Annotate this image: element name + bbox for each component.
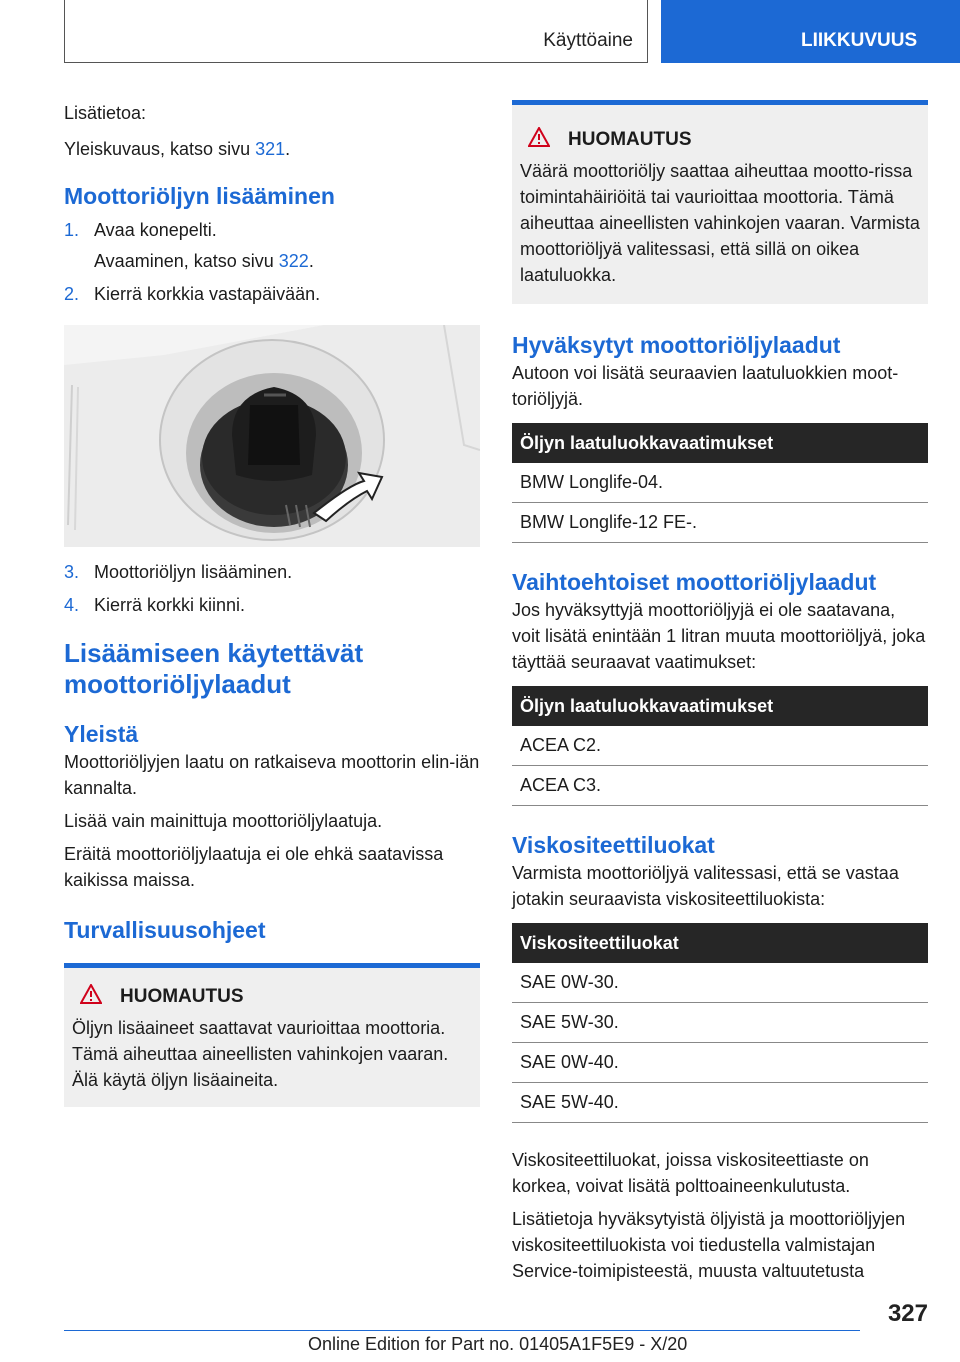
footer-divider: [64, 1330, 860, 1331]
info-label: Lisätietoa:: [64, 103, 147, 123]
table-row: SAE 0W-30.: [512, 963, 928, 1003]
table-row: SAE 5W-30.: [512, 1003, 928, 1043]
step-number: 3.: [64, 562, 80, 582]
viscosity-note-1: Viskositeettiluokat, joissa viskositeettiaste on korkea, voivat lisätä polttoaineenkulutusta.: [512, 1150, 869, 1196]
grades-heading: Lisäämiseen käytettävät moottoriöljylaadut: [64, 638, 364, 699]
step-number: 1.: [64, 220, 80, 240]
header-chapter-box: [661, 0, 960, 63]
approved-text: Autoon voi lisätä seuraavien laatuluokkien moot-toriöljyjä.: [512, 363, 899, 409]
right-column: [512, 100, 928, 1284]
alternative-heading: Vaihtoehtoiset moottoriöljylaadut: [512, 569, 877, 595]
table-row: ACEA C2.: [512, 726, 928, 766]
alternative-text: Jos hyväksyttyjä moottoriöljyjä ei ole saatavana, voit lisätä enintään 1 litran muuta moottoriöljyä, joka täyttää seuraavat vaatimukset:: [512, 600, 926, 672]
step-number: 4.: [64, 595, 80, 615]
general-heading: Yleistä: [64, 721, 139, 747]
warning-triangle-icon: [80, 984, 102, 1009]
warning-title-row: [80, 984, 472, 1009]
alternative-table: [512, 686, 928, 806]
step-1-sub: Avaaminen, katso sivu 322.: [94, 251, 314, 271]
warning-box: [64, 963, 480, 1107]
general-paragraph-2: Lisää vain mainittuja moottoriöljylaatuja.: [64, 811, 383, 831]
approved-table: [512, 423, 928, 543]
table-row: ACEA C3.: [512, 766, 928, 806]
warning-title: HUOMAUTUS: [568, 128, 692, 150]
oil-cap-illustration: [64, 325, 480, 547]
header-section-box: [64, 0, 648, 63]
table-row: BMW Longlife-04.: [512, 463, 928, 503]
table-header: Viskositeettiluokat: [512, 923, 928, 963]
general-paragraph-1: Moottoriöljyjen laatu on ratkaiseva moottorin elin-iän kannalta.: [64, 752, 480, 798]
step-2: [64, 281, 480, 307]
viscosity-text: Varmista moottoriöljyä valitessasi, että se vastaa jotakin seuraavista viskositeettiluokista:: [512, 863, 899, 909]
page-link-322[interactable]: 322: [278, 251, 309, 271]
header-chapter-title: LIIKKUVUUS: [801, 30, 918, 51]
warning-title-row: [528, 127, 920, 152]
approved-heading: Hyväksytyt moottoriöljylaadut: [512, 332, 841, 358]
adding-heading: Moottoriöljyn lisääminen: [64, 183, 335, 209]
step-number: 2.: [64, 284, 80, 304]
viscosity-heading: Viskositeettiluokat: [512, 832, 715, 858]
general-paragraph-3: Eräitä moottoriöljylaatuja ei ole ehkä saatavissa kaikissa maissa.: [64, 844, 444, 890]
table-header: Öljyn laatuluokkavaatimukset: [512, 686, 928, 726]
viscosity-table: [512, 923, 928, 1123]
step-text: Kierrä korkki kiinni.: [94, 595, 246, 615]
footer-edition: Online Edition for Part no. 01405A1F5E9 - X/20: [308, 1334, 688, 1354]
page-number: 327: [887, 1300, 928, 1327]
overview-reference: Yleiskuvaus, katso sivu 321.: [64, 139, 291, 159]
left-column: [64, 100, 480, 1107]
step-4: [64, 592, 480, 618]
viscosity-note-2: Lisätietoja hyväksytyistä öljyistä ja moottoriöljyjen viskositeettiluokista voi tiedustella valmistajan Service-toimipisteestä, muusta valtuutetusta: [512, 1209, 906, 1281]
table-header: Öljyn laatuluokkavaatimukset: [512, 423, 928, 463]
page-link-321[interactable]: 321: [255, 139, 286, 159]
table-row: SAE 5W-40.: [512, 1083, 928, 1123]
warning-text: Öljyn lisäaineet saattavat vaurioittaa moottoria. Tämä aiheuttaa aineellisten vahinkojen vaaran. Älä käytä öljyn lisäaineita.: [72, 1018, 449, 1090]
table-row: BMW Longlife-12 FE-.: [512, 503, 928, 543]
step-3: [64, 559, 480, 585]
safety-heading: Turvallisuusohjeet: [64, 917, 266, 943]
table-row: SAE 0W-40.: [512, 1043, 928, 1083]
step-text: Kierrä korkkia vastapäivään.: [94, 284, 321, 304]
step-text: Moottoriöljyn lisääminen.: [94, 562, 293, 582]
warning-box: [512, 100, 928, 304]
warning-title: HUOMAUTUS: [120, 985, 244, 1007]
step-1: [64, 217, 480, 243]
header-section-title: Käyttöaine: [543, 30, 633, 51]
step-text: Avaa konepelti.: [94, 220, 217, 240]
warning-text: Väärä moottoriöljy saattaa aiheuttaa mootto-rissa toimintahäiriöitä tai vaurioittaa moottoria. Tämä aiheuttaa aineellisten vahinkojen vaaran. Varmista moottoriöljyä valitessasi, että sillä on oikea laatuluokka.: [520, 161, 920, 285]
warning-triangle-icon: [528, 127, 550, 152]
